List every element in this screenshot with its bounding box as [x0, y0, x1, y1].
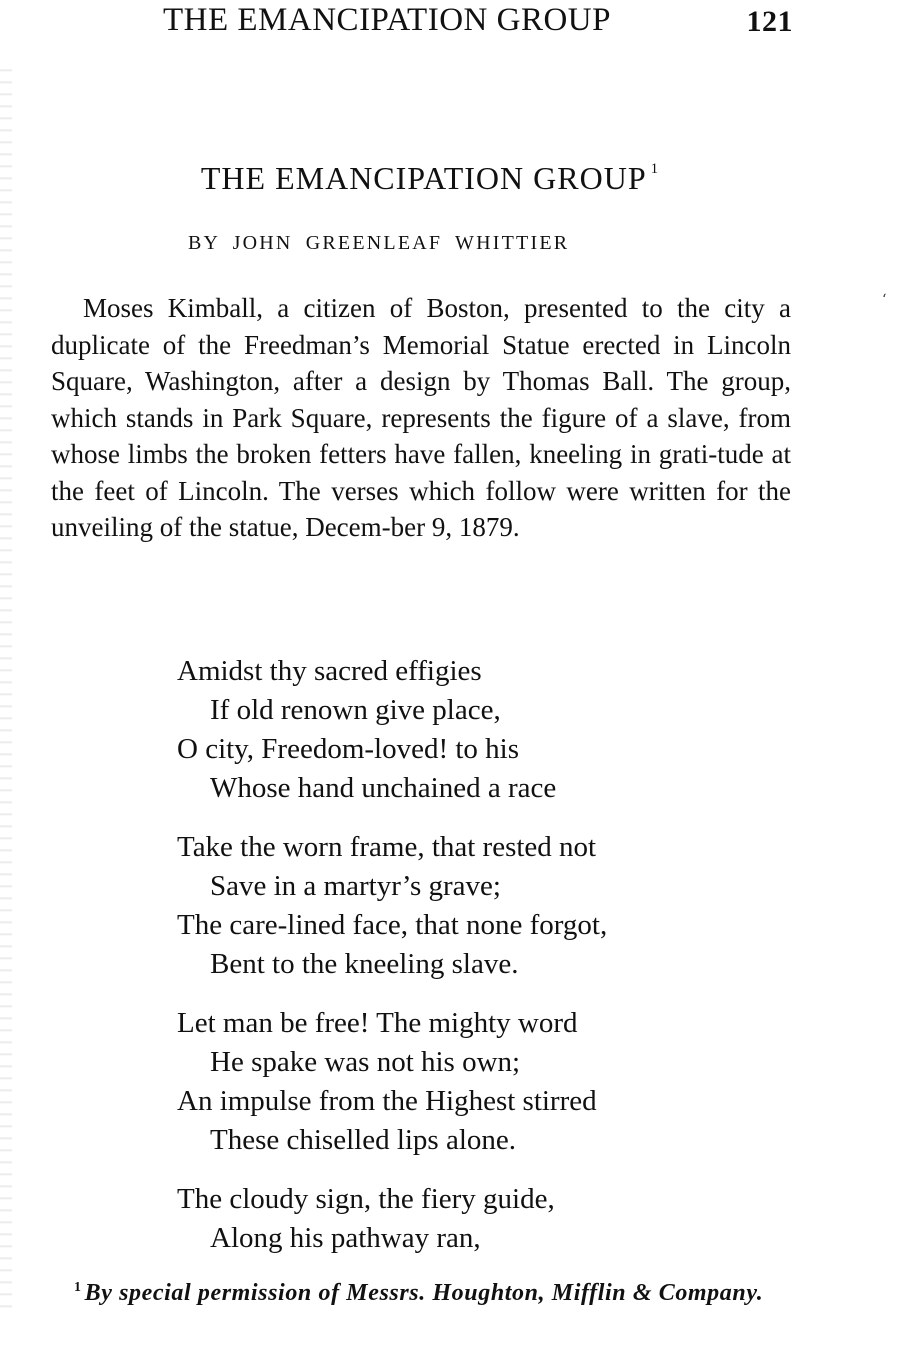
poem-line: O city, Freedom-loved! to his — [177, 733, 520, 765]
poem-line: Take the worn frame, that rested not — [177, 831, 597, 863]
footnote — [50, 1276, 790, 1314]
byline: BY JOHN GREENLEAF WHITTIER — [188, 232, 570, 254]
intro-paragraph — [51, 290, 791, 546]
poem-title — [201, 160, 659, 197]
scanned-page-edge — [0, 60, 12, 1310]
poem-title-text: THE EMANCIPATION GROUP — [200, 160, 647, 196]
poem-line: Amidst thy sacred effigies — [177, 655, 482, 687]
poem-line: These chiselled lips alone. — [210, 1124, 517, 1156]
stanza — [177, 1004, 777, 1160]
stanza — [177, 652, 777, 808]
poem-line: If old renown give place, — [210, 694, 501, 726]
stanza — [177, 1180, 777, 1258]
poem-line: Save in a martyr’s grave; — [210, 870, 501, 902]
poem-line: Whose hand unchained a race — [210, 772, 557, 804]
running-head — [163, 2, 803, 42]
poem-line: He spake was not his own; — [210, 1046, 521, 1078]
intro-text: Moses Kimball, a citizen of Boston, presented to the city a duplicate of the Freedman’s Memorial Statue erected in Lincoln Square, Washington, after a design by Thomas Ball. The group, which stands in Park Square, represents the figure of a slave, from whose limbs the broken fetters have fallen, kneeling in grati-tude at the feet of Lincoln. The verses which follow were written for the unveiling of the statue, Decem-ber 9, 1879. — [51, 293, 791, 542]
stray-ink-mark: ‘ — [882, 292, 887, 308]
poem-line: The cloudy sign, the fiery guide, — [177, 1183, 555, 1215]
poem-line: Along his pathway ran, — [210, 1222, 481, 1254]
title-footnote-marker: 1 — [650, 161, 660, 178]
poem-line: Bent to the kneeling slave. — [210, 948, 519, 980]
poem-line: An impulse from the Highest stirred — [177, 1085, 597, 1117]
running-title: THE EMANCIPATION GROUP — [163, 2, 611, 38]
stanza — [177, 828, 777, 984]
footnote-text: By special permission of Messrs. Houghton, Mifflin & Company. — [84, 1280, 764, 1306]
poem — [177, 652, 777, 1278]
poem-line: The care-lined face, that none forgot, — [177, 909, 608, 941]
title-block — [0, 160, 900, 197]
poem-line: Let man be free! The mighty word — [177, 1007, 578, 1039]
page-number: 121 — [746, 5, 793, 38]
footnote-marker: 1 — [74, 1280, 82, 1295]
